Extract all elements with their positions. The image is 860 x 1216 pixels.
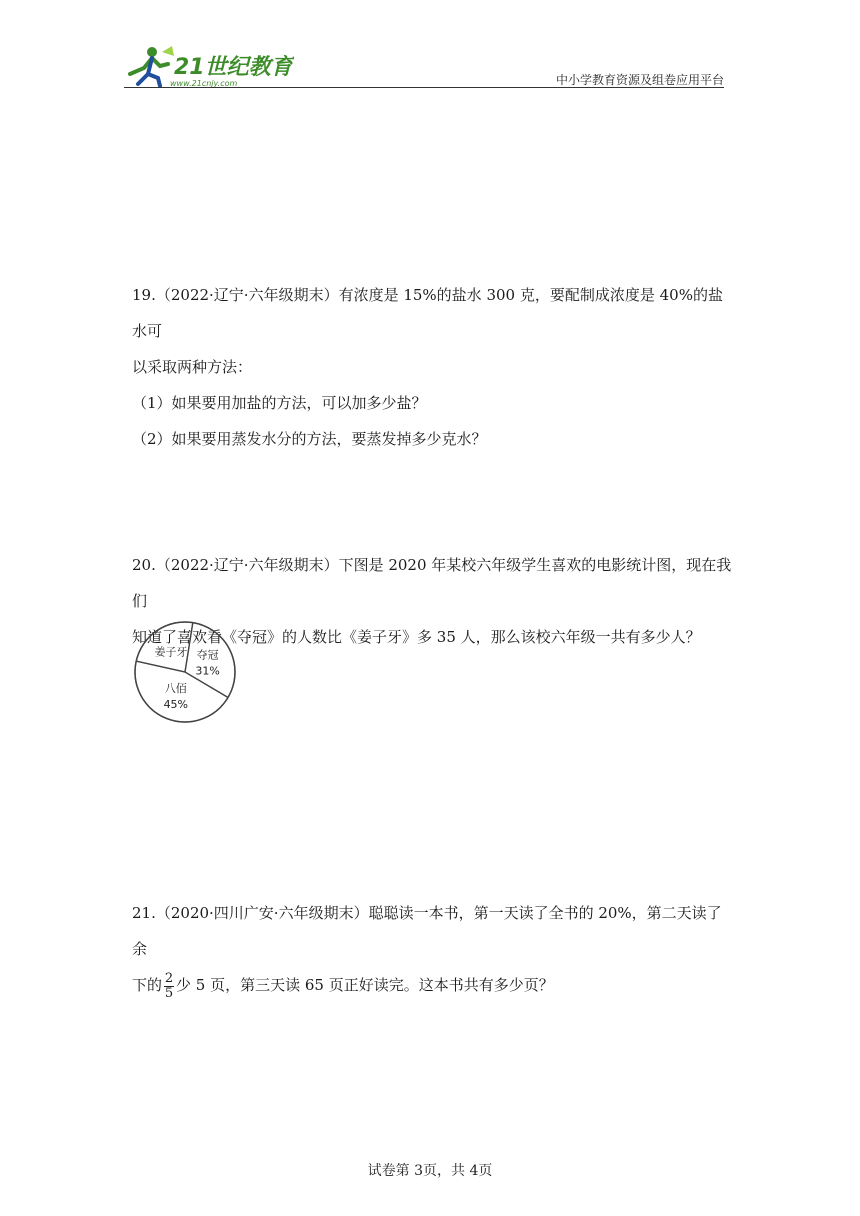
question-20-stem-line-1: 20.（2022·辽宁·六年级期末）下图是 2020 年某校六年级学生喜欢的电影统计图，现在我们 — [132, 556, 732, 610]
fraction-numerator: 2 — [164, 970, 174, 986]
question-21-text-after-fraction: 少 5 页，第三天读 65 页正好读完。这本书共有多少页？ — [176, 976, 554, 994]
runner-logo-icon — [124, 44, 294, 90]
header-platform-text: 中小学教育资源及组卷应用平台 — [555, 73, 724, 87]
question-19-stem-line-1: 19.（2022·辽宁·六年级期末）有浓度是 15%的盐水 300 克，要配制成浓度是 40%的盐水可 — [132, 286, 723, 340]
pie-slice-label: 姜子牙 — [154, 645, 188, 659]
question-19-part-1: （1）如果要用加盐的方法，可以加多少盐？ — [132, 394, 427, 412]
header-divider — [124, 87, 724, 88]
question-21 — [132, 895, 732, 1003]
movie-pie-chart — [131, 620, 241, 725]
fraction-denominator: 5 — [164, 985, 174, 1001]
question-21-stem-line-2 — [132, 967, 732, 1003]
pie-slice-label: 夺冠 — [196, 648, 219, 662]
pie-chart-svg — [131, 620, 241, 725]
question-19-stem-line-2: 以采取两种方法： — [132, 358, 253, 376]
question-19-part-2: （2）如果要用蒸发水分的方法，要蒸发掉多少克水？ — [132, 430, 487, 448]
question-21-text-before-fraction: 下的 — [132, 976, 163, 994]
site-logo — [124, 44, 294, 90]
question-21-stem-line-1: 21.（2020·四川广安·六年级期末）聪聪读一本书，第一天读了全书的 20%，第二天读了余 — [132, 904, 722, 958]
logo-url: www.21cnjy.com — [170, 79, 238, 88]
pie-slice-value-label: 31% — [195, 664, 220, 678]
logo-title: 21世纪教育 — [174, 55, 293, 80]
page-footer: 试卷第 3页，共 4页 — [367, 1163, 493, 1179]
question-20-stem-line-2: 知道了喜欢看《夺冠》的人数比《姜子牙》多 35 人，那么该校六年级一共有多少人？ — [132, 628, 701, 646]
pie-slice-value-label: 45% — [163, 698, 189, 712]
question-19 — [132, 277, 732, 457]
fraction — [164, 972, 174, 1001]
page-header — [124, 40, 724, 92]
pie-slice-label: 八佰 — [164, 682, 187, 696]
